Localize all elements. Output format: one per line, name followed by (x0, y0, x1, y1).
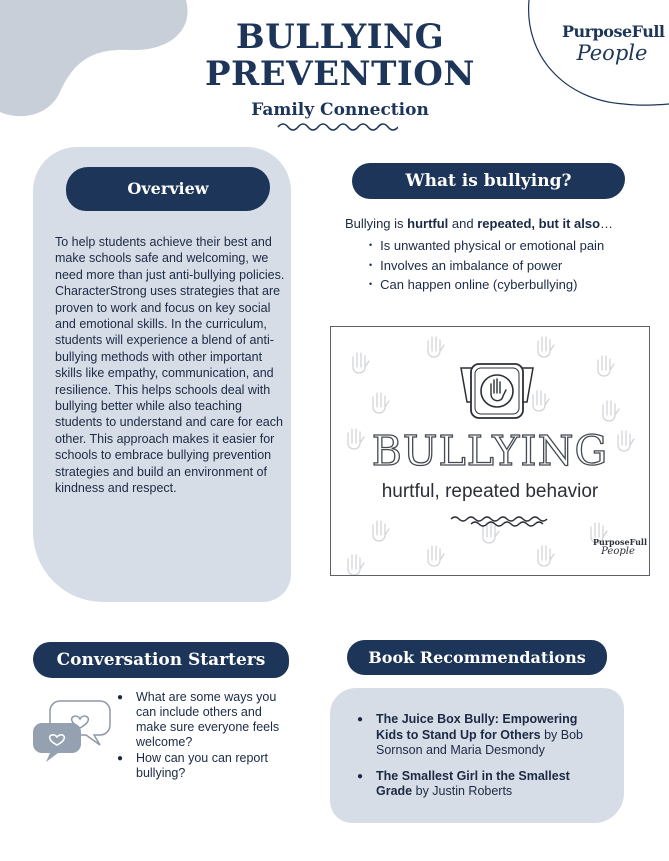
list-item: • Can happen online (cyberbullying) (369, 277, 578, 292)
book-recommendations-list (356, 712, 606, 810)
what-is-bullying-heading: What is bullying? (352, 163, 625, 199)
overview-heading: Overview (66, 167, 270, 211)
page-title-line1: BULLYING (235, 17, 445, 57)
page-subtitle: Family Connection (251, 100, 429, 120)
list-item: ● What are some ways you can include others and make sure everyone feels welcome? (117, 690, 280, 749)
raised-hand-icon (457, 360, 537, 422)
overview-body: To help students achieve their best and make schools safe and welcoming, we need more than just anti-bullying policies. CharacterStrong uses strategies that are proven to work and focus on key social and emotional skills. In the curriculum, students will experience a blend of anti-bullying methods with other important skills like empathy, communication, and resilience. This helps schools deal with bullying better while also teaching students to understand and care for each other. This approach makes it easier for schools to embrace bullying prevention strategies and build an environment of kindness and respect. (55, 235, 285, 496)
poster-word: BULLYING (371, 427, 609, 475)
squiggle-divider (276, 121, 398, 133)
book-title: The Juice Box Bully: Empowering Kids to Stand Up for Others (376, 712, 578, 742)
list-item: ● The Smallest Girl in the Smallest Grade by Justin Roberts (357, 768, 570, 798)
conversation-starters-list (116, 690, 286, 782)
poster-logo-line2: People (601, 546, 635, 557)
poster-subtitle: hurtful, repeated behavior (381, 481, 599, 502)
poster-squiggle (449, 515, 551, 527)
conversation-starters-heading: Conversation Starters (33, 642, 289, 678)
book-title: The Smallest Girl in the Smallest Grade (376, 768, 570, 798)
poster-logo-line1: PurposeFull (593, 537, 648, 547)
logo-line2: People (576, 41, 648, 65)
page-title-line2: PREVENTION (204, 54, 475, 94)
bullying-poster-image (330, 326, 650, 576)
book-author: by Justin Roberts (412, 784, 513, 798)
list-item: • Involves an imbalance of power (369, 257, 563, 273)
list-item: ● How can you can report bullying? (117, 751, 269, 780)
what-is-bullying-list (369, 236, 604, 295)
logo-line1: PurposeFull (562, 22, 665, 41)
purposefull-people-logo (562, 22, 665, 65)
chat-bubbles-heart-icon (32, 695, 112, 763)
what-is-bullying-intro: Bullying is hurtful and repeated, but it also… (345, 216, 614, 231)
book-author: by Bob Sornson and Maria Desmondy (376, 727, 583, 757)
poster-logo (593, 537, 648, 557)
list-item: • Is unwanted physical or emotional pain (369, 238, 605, 253)
book-recommendations-heading: Book Recommendations (347, 640, 607, 675)
list-item: ● The Juice Box Bully: Empowering Kids to Stand Up for Others by Bob Sornson and Maria Desmondy (357, 712, 583, 757)
